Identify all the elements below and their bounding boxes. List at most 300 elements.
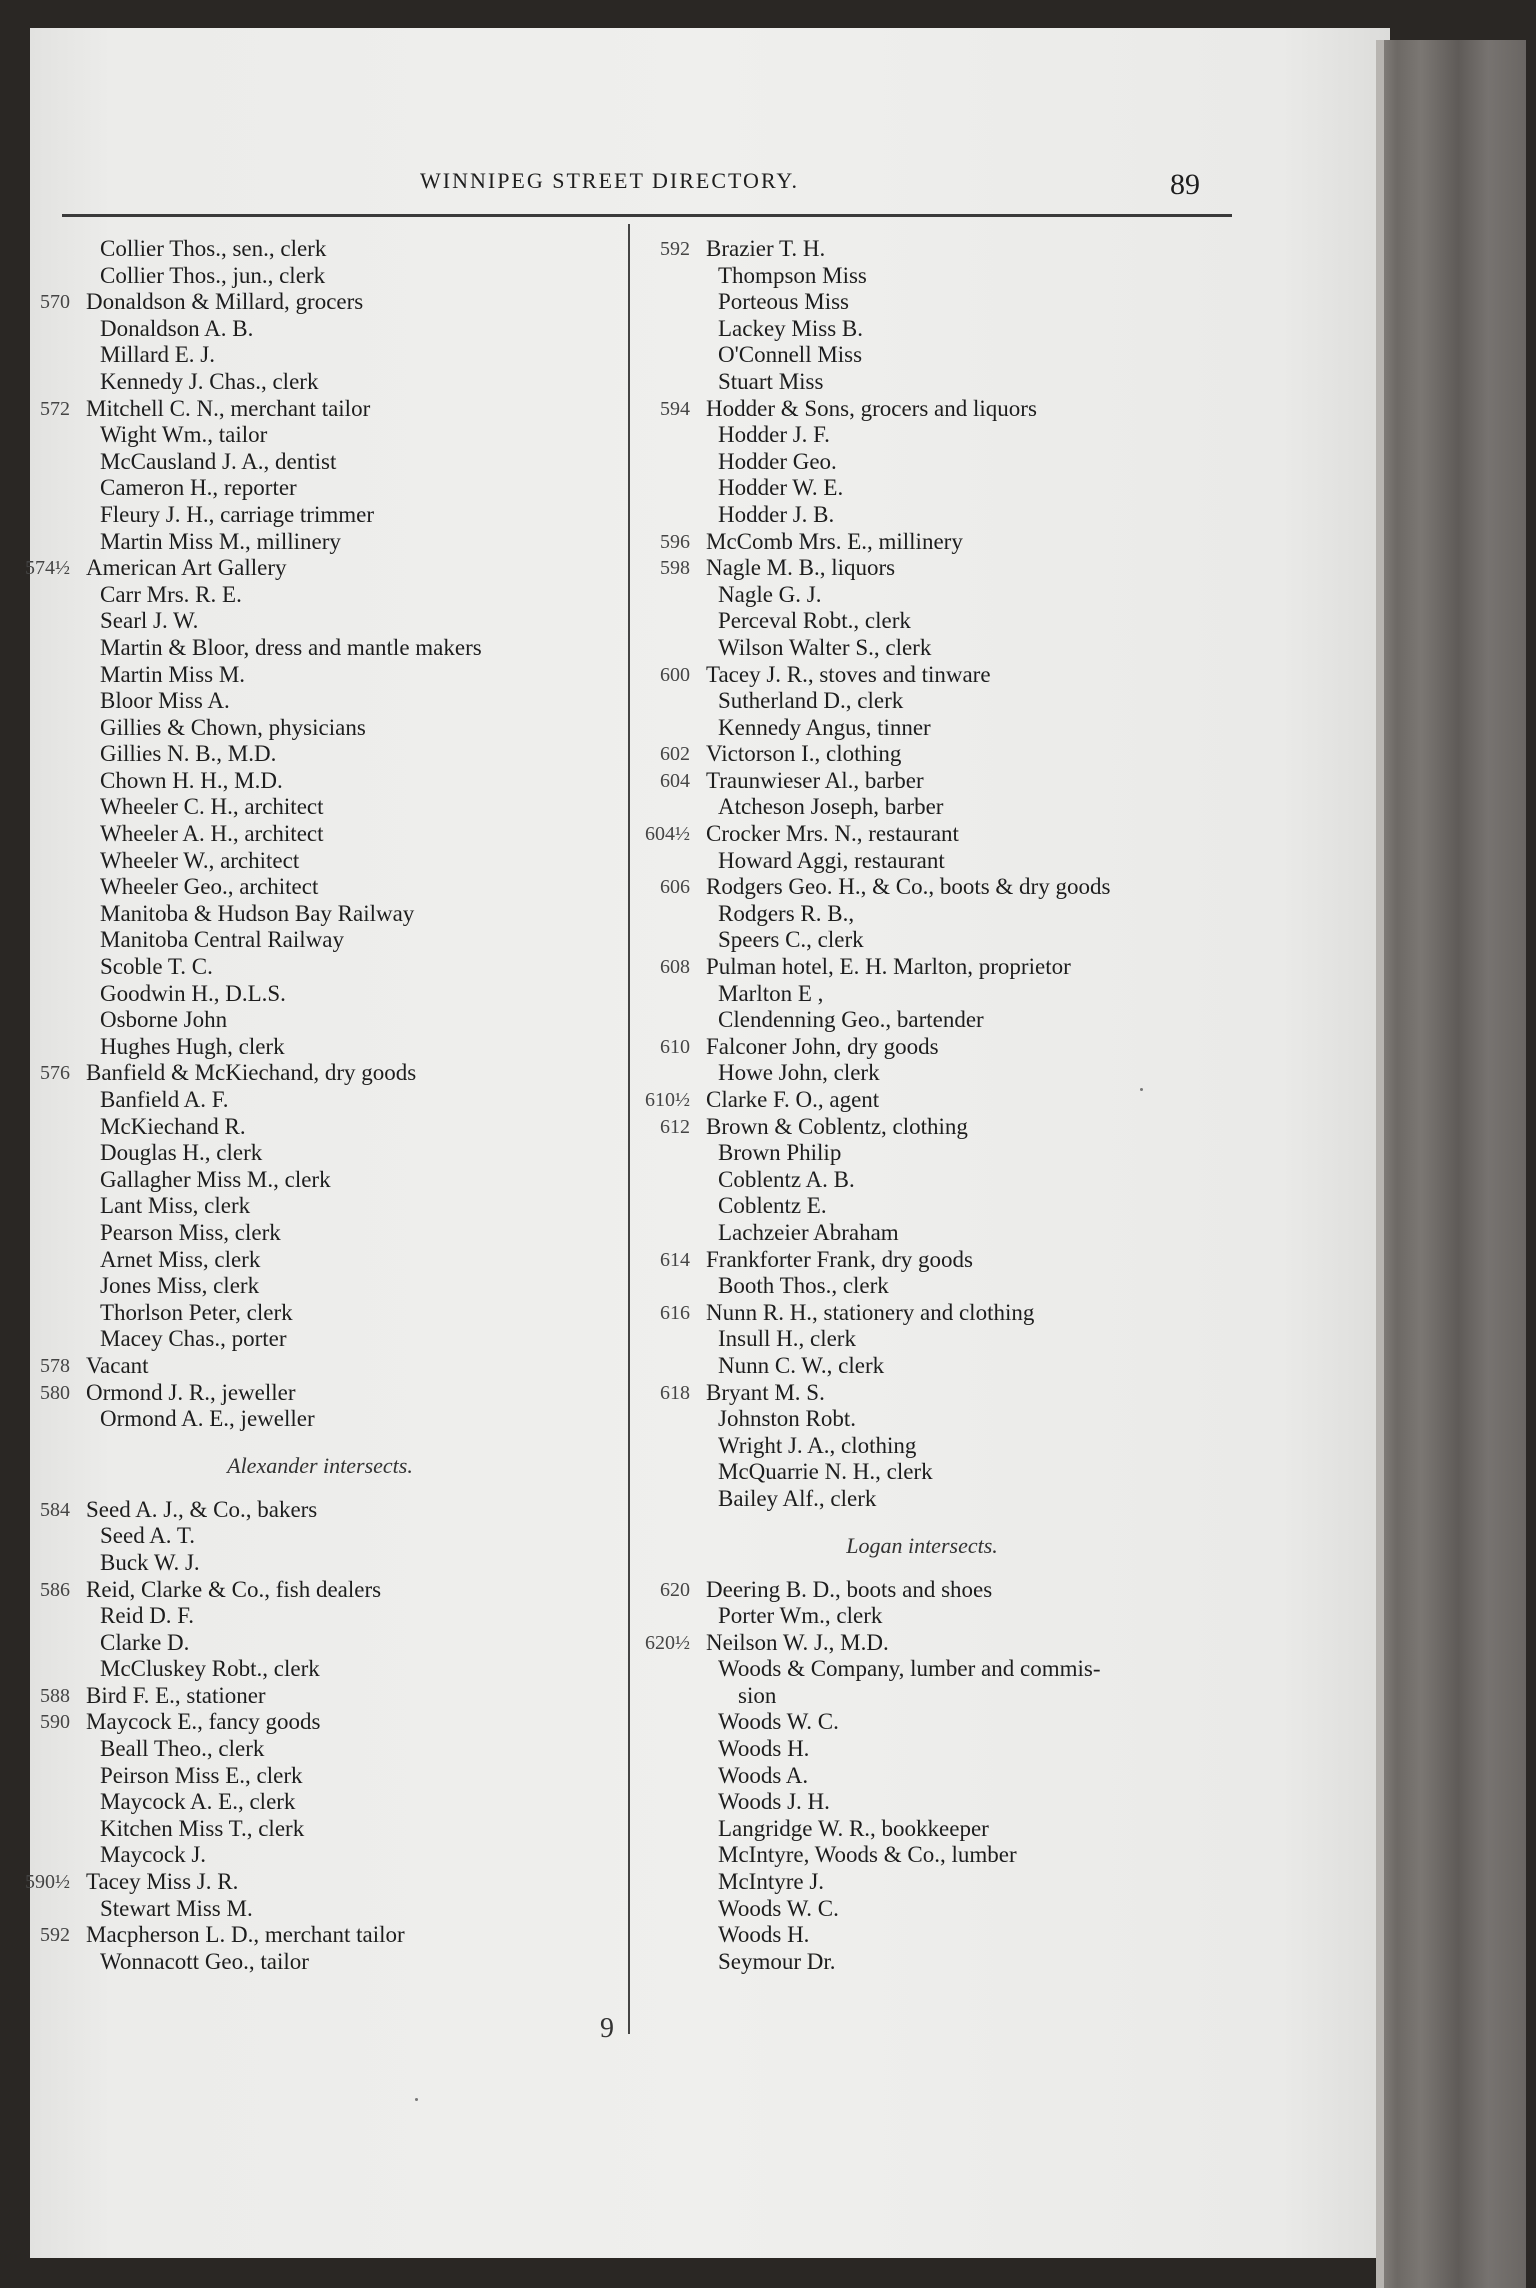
- entry-text: Kitchen Miss T., clerk: [100, 1815, 305, 1841]
- entry-text: Booth Thos., clerk: [718, 1273, 889, 1299]
- street-number: 620: [660, 1578, 690, 1601]
- street-number: 602: [660, 743, 690, 766]
- directory-entry: [632, 1087, 1212, 1114]
- directory-entry: [30, 1656, 610, 1683]
- entry-text: Traunwieser Al., barber: [706, 767, 924, 793]
- directory-entry: [632, 794, 1212, 821]
- entry-text: Gillies N. B., M.D.: [100, 741, 277, 767]
- entry-text: Wheeler Geo., architect: [100, 874, 319, 900]
- directory-entry: [30, 1842, 610, 1869]
- entry-text: Frankforter Frank, dry goods: [706, 1246, 974, 1272]
- entry-text: Wheeler C. H., architect: [100, 794, 324, 820]
- directory-entry: [30, 1140, 610, 1167]
- directory-entry: [632, 1114, 1212, 1141]
- entry-text: Jones Miss, clerk: [100, 1273, 260, 1299]
- directory-entry: [30, 1497, 610, 1524]
- street-number: 590: [40, 1711, 70, 1734]
- entry-text: McKiechand R.: [100, 1113, 246, 1139]
- entry-text: Vacant: [86, 1352, 149, 1378]
- running-head: WINNIPEG STREET DIRECTORY.: [420, 168, 799, 193]
- street-number: 620½: [645, 1631, 690, 1654]
- directory-entry: [30, 1683, 610, 1710]
- entry-text: Donaldson A. B.: [100, 315, 254, 341]
- entry-text: Clarke F. O., agent: [706, 1087, 880, 1112]
- entry-text: Cameron H., reporter: [100, 475, 297, 501]
- directory-entry: [632, 901, 1212, 928]
- entry-text: Donaldson & Millard, grocers: [86, 289, 364, 315]
- directory-entry: [25, 1869, 610, 1896]
- street-number: 594: [660, 397, 690, 420]
- entry-text: Wonnacott Geo., tailor: [100, 1948, 309, 1974]
- entry-text: Woods W. C.: [718, 1709, 839, 1735]
- column-divider: [628, 224, 630, 2034]
- directory-entry: [632, 1683, 1212, 1710]
- directory-entry: [30, 1353, 610, 1380]
- directory-entry: [30, 1816, 610, 1843]
- entry-text: Goodwin H., D.L.S.: [100, 980, 286, 1006]
- street-number: 592: [40, 1924, 70, 1947]
- entry-text: Reid, Clarke & Co., fish dealers: [86, 1576, 382, 1602]
- directory-entry: [632, 1896, 1212, 1923]
- entry-text: Rodgers R. B.,: [718, 900, 855, 926]
- directory-entry: [30, 608, 610, 635]
- left-column: [25, 236, 610, 1975]
- directory-entry: [30, 582, 610, 609]
- entry-text: Millard E. J.: [100, 342, 215, 368]
- street-number: 596: [660, 530, 690, 553]
- directory-entry: [30, 1220, 610, 1247]
- directory-entry: [632, 608, 1212, 635]
- directory-entry: [632, 422, 1212, 449]
- entry-text: Lackey Miss B.: [718, 315, 864, 341]
- directory-entry: [632, 1922, 1212, 1949]
- entry-text: Clarke D.: [100, 1629, 190, 1655]
- directory-entry: [632, 821, 1212, 848]
- directory-entry: [30, 1406, 610, 1433]
- directory-entry: [30, 1300, 610, 1327]
- directory-entry: [632, 236, 1212, 263]
- street-number: 578: [40, 1354, 70, 1377]
- entry-text: Coblentz A. B.: [718, 1166, 855, 1192]
- directory-entry: [632, 927, 1212, 954]
- entry-text: Ormond J. R., jeweller: [86, 1379, 296, 1405]
- entry-text: Rodgers Geo. H., & Co., boots & dry goods: [706, 874, 1111, 900]
- entry-text: Pearson Miss, clerk: [100, 1219, 281, 1245]
- cross-street-heading: Alexander intersects.: [227, 1452, 413, 1478]
- entry-text: Atcheson Joseph, barber: [718, 794, 944, 820]
- directory-entry: [632, 1630, 1212, 1657]
- street-number: 604: [660, 769, 690, 792]
- entry-text: Bloor Miss A.: [100, 688, 230, 714]
- paper-speck: [1140, 1088, 1143, 1091]
- entry-text: Howard Aggi, restaurant: [718, 847, 945, 873]
- entry-text: Woods H.: [718, 1922, 810, 1948]
- entry-text: American Art Gallery: [86, 555, 287, 581]
- entry-text: Chown H. H., M.D.: [100, 767, 283, 793]
- entry-text: Brazier T. H.: [706, 236, 826, 261]
- entry-text: Woods A.: [718, 1762, 809, 1788]
- directory-entry: [632, 1167, 1212, 1194]
- spacer: [632, 1513, 1212, 1525]
- entry-text: Perceval Robt., clerk: [718, 608, 911, 634]
- directory-entry: [632, 874, 1212, 901]
- entry-text: Bryant M. S.: [706, 1379, 825, 1405]
- street-number: 616: [660, 1301, 690, 1324]
- directory-entry: [632, 1869, 1212, 1896]
- entry-text: Falconer John, dry goods: [706, 1033, 939, 1059]
- directory-entry: [30, 1167, 610, 1194]
- directory-entry: [632, 555, 1212, 582]
- directory-entry: [632, 635, 1212, 662]
- entry-text: Kennedy J. Chas., clerk: [100, 368, 319, 394]
- directory-entry: [632, 848, 1212, 875]
- directory-entry: [632, 342, 1212, 369]
- directory-entry: [30, 1007, 610, 1034]
- street-number: 590½: [25, 1871, 70, 1894]
- directory-entry: [30, 1523, 610, 1550]
- paper-speck: [415, 2098, 418, 2101]
- street-number: 584: [40, 1498, 70, 1521]
- directory-entry: [30, 1736, 610, 1763]
- directory-entry: [30, 422, 610, 449]
- entry-text: Lachzeier Abraham: [718, 1219, 899, 1245]
- entry-text: Arnet Miss, clerk: [100, 1246, 261, 1272]
- directory-entry: [30, 1709, 610, 1736]
- directory-entry: [632, 768, 1212, 795]
- directory-entry: [632, 289, 1212, 316]
- street-number: 604½: [645, 823, 690, 846]
- directory-entry: [30, 1896, 610, 1923]
- directory-entry: [632, 529, 1212, 556]
- entry-text: Martin Miss M.: [100, 661, 246, 687]
- directory-entry: [30, 236, 610, 263]
- directory-entry: [632, 1736, 1212, 1763]
- entry-text: Nagle G. J.: [718, 581, 822, 607]
- directory-entry: [632, 449, 1212, 476]
- entry-text: Martin & Bloor, dress and mantle makers: [100, 634, 482, 660]
- entry-text: Clendenning Geo., bartender: [718, 1007, 984, 1033]
- book-spine-edge: [1376, 40, 1526, 2288]
- entry-text: Seed A. J., & Co., bakers: [86, 1496, 318, 1522]
- entry-text: Banfield A. F.: [100, 1087, 229, 1112]
- entry-text: Manitoba Central Railway: [100, 927, 344, 953]
- entry-text: Seymour Dr.: [718, 1948, 836, 1974]
- entry-text: Nunn C. W., clerk: [718, 1352, 885, 1378]
- entry-text: Woods J. H.: [718, 1789, 830, 1815]
- directory-entry: [632, 1034, 1212, 1061]
- entry-text: Woods & Company, lumber and commis-: [718, 1656, 1101, 1682]
- signature-mark: 9: [600, 2013, 614, 2044]
- directory-entry: [632, 369, 1212, 396]
- directory-entry: [632, 502, 1212, 529]
- directory-entry: [30, 1603, 610, 1630]
- entry-text: Porteous Miss: [718, 289, 849, 315]
- street-number: 586: [40, 1578, 70, 1601]
- directory-entry: [632, 316, 1212, 343]
- street-number: 570: [40, 291, 70, 314]
- entry-text: Bird F. E., stationer: [86, 1682, 266, 1708]
- directory-entry: [30, 1789, 610, 1816]
- entry-text: Wheeler W., architect: [100, 847, 300, 873]
- entry-text: Peirson Miss E., clerk: [100, 1762, 303, 1788]
- entry-text: Tacey J. R., stoves and tinware: [706, 661, 991, 687]
- entry-text: Beall Theo., clerk: [100, 1736, 265, 1762]
- entry-text: Woods H.: [718, 1736, 810, 1762]
- entry-text: McQuarrie N. H., clerk: [718, 1459, 933, 1485]
- directory-entry: [30, 927, 610, 954]
- entry-text: Hodder J. F.: [718, 422, 830, 448]
- entry-text: Speers C., clerk: [718, 927, 864, 953]
- entry-text: Buck W. J.: [100, 1549, 200, 1575]
- entry-text: Stuart Miss: [718, 368, 824, 394]
- directory-entry: [632, 1193, 1212, 1220]
- street-number: 618: [660, 1381, 690, 1404]
- directory-entry: [632, 741, 1212, 768]
- page-number: 89: [1170, 168, 1200, 201]
- entry-text: Collier Thos., jun., clerk: [100, 262, 326, 288]
- directory-entry: [30, 1247, 610, 1274]
- entry-text: Lant Miss, clerk: [100, 1193, 251, 1219]
- street-number: 600: [660, 663, 690, 686]
- directory-entry: [30, 1114, 610, 1141]
- directory-entry: [30, 1949, 610, 1976]
- directory-entry: [30, 662, 610, 689]
- directory-entry: [25, 555, 610, 582]
- directory-entry: [30, 981, 610, 1008]
- directory-entry: [30, 1763, 610, 1790]
- entry-text: Porter Wm., clerk: [718, 1603, 883, 1629]
- directory-entry: [632, 1486, 1212, 1513]
- entry-text: Stewart Miss M.: [100, 1895, 253, 1921]
- spacer: [30, 1485, 610, 1497]
- entry-text: Victorson I., clothing: [706, 741, 902, 767]
- street-number: 598: [660, 557, 690, 580]
- street-number: 612: [660, 1115, 690, 1138]
- directory-entry: [632, 1007, 1212, 1034]
- entry-text: Maycock E., fancy goods: [86, 1709, 321, 1735]
- entry-text: McCluskey Robt., clerk: [100, 1656, 320, 1682]
- street-number: 610: [660, 1035, 690, 1058]
- entry-text: Carr Mrs. R. E.: [100, 581, 242, 607]
- entry-text: Seed A. T.: [100, 1523, 195, 1549]
- street-number: 614: [660, 1248, 690, 1271]
- spacer: [30, 1433, 610, 1445]
- right-column: [632, 236, 1212, 1975]
- directory-entry: [30, 1577, 610, 1604]
- directory-entry: [632, 1220, 1212, 1247]
- directory-entry: [30, 688, 610, 715]
- directory-entry: [30, 316, 610, 343]
- directory-entry: [30, 821, 610, 848]
- directory-entry: [632, 1326, 1212, 1353]
- directory-entry: [632, 1842, 1212, 1869]
- directory-entry: [30, 901, 610, 928]
- directory-entry: [30, 369, 610, 396]
- entry-text: Douglas H., clerk: [100, 1140, 263, 1166]
- directory-entry: [632, 1459, 1212, 1486]
- entry-text: Maycock J.: [100, 1842, 207, 1868]
- entry-text: Woods W. C.: [718, 1895, 839, 1921]
- directory-entry: [632, 582, 1212, 609]
- directory-entry: [30, 475, 610, 502]
- street-number: 580: [40, 1381, 70, 1404]
- directory-entry: [30, 342, 610, 369]
- entry-text: sion: [738, 1682, 777, 1708]
- entry-text: McIntyre, Woods & Co., lumber: [718, 1842, 1017, 1868]
- directory-entry: [632, 1273, 1212, 1300]
- entry-text: Deering B. D., boots and shoes: [706, 1576, 993, 1602]
- directory-entry: [30, 1550, 610, 1577]
- entry-text: Pulman hotel, E. H. Marlton, proprietor: [706, 954, 1071, 980]
- street-number: 588: [40, 1684, 70, 1707]
- directory-entry: [30, 635, 610, 662]
- directory-entry: [632, 396, 1212, 423]
- directory-entry: [632, 1656, 1212, 1683]
- directory-entry: [30, 1034, 610, 1061]
- entry-text: Martin Miss M., millinery: [100, 528, 341, 554]
- directory-entry: [632, 1247, 1212, 1274]
- entry-text: Hughes Hugh, clerk: [100, 1033, 285, 1059]
- directory-entry: [632, 1380, 1212, 1407]
- entry-text: Hodder W. E.: [718, 475, 844, 501]
- entry-text: Maycock A. E., clerk: [100, 1789, 296, 1815]
- entry-text: Hodder & Sons, grocers and liquors: [706, 395, 1037, 421]
- entry-text: Scoble T. C.: [100, 954, 213, 980]
- directory-entry: [632, 1300, 1212, 1327]
- directory-entry: [632, 475, 1212, 502]
- directory-entry: [632, 688, 1212, 715]
- entry-text: Kennedy Angus, tinner: [718, 714, 931, 740]
- street-number: 608: [660, 956, 690, 979]
- street-number: 572: [40, 397, 70, 420]
- directory-entry: [632, 981, 1212, 1008]
- page-header: [30, 28, 1390, 228]
- entry-text: Coblentz E.: [718, 1193, 827, 1219]
- entry-text: Wilson Walter S., clerk: [718, 634, 932, 660]
- page-edge: [1376, 40, 1384, 2288]
- directory-entry: [632, 954, 1212, 981]
- entry-text: Sutherland D., clerk: [718, 688, 904, 714]
- directory-entry: [30, 1326, 610, 1353]
- directory-entry: [30, 263, 610, 290]
- cross-street-heading: Logan intersects.: [846, 1532, 998, 1558]
- directory-entry: [632, 1603, 1212, 1630]
- entry-text: Mitchell C. N., merchant tailor: [86, 395, 371, 421]
- directory-entry: [30, 529, 610, 556]
- entry-text: Thorlson Peter, clerk: [100, 1299, 293, 1325]
- entry-text: Tacey Miss J. R.: [86, 1869, 239, 1895]
- entry-text: Macey Chas., porter: [100, 1326, 287, 1352]
- street-number: 610½: [645, 1089, 690, 1111]
- entry-text: Neilson W. J., M.D.: [706, 1629, 889, 1655]
- header-rule: [62, 214, 1232, 217]
- entry-text: McIntyre J.: [718, 1869, 825, 1895]
- directory-entry: [632, 1140, 1212, 1167]
- entry-text: Hodder J. B.: [718, 501, 835, 527]
- entry-text: Gillies & Chown, physicians: [100, 714, 366, 740]
- directory-entry: [632, 662, 1212, 689]
- spacer: [632, 1565, 1212, 1577]
- entry-text: Collier Thos., sen., clerk: [100, 236, 327, 261]
- directory-entry: [30, 954, 610, 981]
- directory-page: [25, 28, 1390, 2258]
- directory-entry: [30, 289, 610, 316]
- entry-text: Brown & Coblentz, clothing: [706, 1113, 968, 1139]
- street-number: 592: [660, 238, 690, 260]
- entry-text: Wright J. A., clothing: [718, 1432, 917, 1458]
- entry-text: Osborne John: [100, 1007, 228, 1033]
- directory-entry: [30, 1193, 610, 1220]
- entry-text: Nagle M. B., liquors: [706, 555, 896, 581]
- directory-entry: [30, 1380, 610, 1407]
- directory-entry: [30, 1273, 610, 1300]
- directory-entry: [30, 396, 610, 423]
- entry-text: Langridge W. R., bookkeeper: [718, 1815, 989, 1841]
- directory-entry: [632, 1763, 1212, 1790]
- entry-text: Insull H., clerk: [718, 1326, 856, 1352]
- directory-entry: [632, 1949, 1212, 1976]
- directory-entry: [30, 1630, 610, 1657]
- entry-text: Gallagher Miss M., clerk: [100, 1166, 331, 1192]
- directory-entry: [632, 263, 1212, 290]
- directory-entry: [30, 1060, 610, 1087]
- entry-text: McCausland J. A., dentist: [100, 448, 337, 474]
- entry-text: Wheeler A. H., architect: [100, 821, 324, 847]
- street-number: 606: [660, 876, 690, 899]
- directory-entry: [30, 715, 610, 742]
- entry-text: Banfield & McKiechand, dry goods: [86, 1060, 417, 1086]
- street-number: 574½: [25, 557, 70, 580]
- directory-entry: [30, 1922, 610, 1949]
- entry-text: Searl J. W.: [100, 608, 199, 634]
- directory-entry: [30, 1087, 610, 1114]
- entry-text: Nunn R. H., stationery and clothing: [706, 1299, 1035, 1325]
- directory-entry: [632, 1406, 1212, 1433]
- entry-text: Marlton E ,: [718, 980, 824, 1006]
- directory-entry: [30, 741, 610, 768]
- directory-entry: [30, 449, 610, 476]
- entry-text: Hodder Geo.: [718, 448, 837, 474]
- entry-text: McComb Mrs. E., millinery: [706, 528, 963, 554]
- entry-text: O'Connell Miss: [718, 342, 863, 368]
- entry-text: Bailey Alf., clerk: [718, 1485, 877, 1511]
- directory-entry: [632, 715, 1212, 742]
- entry-text: Macpherson L. D., merchant tailor: [86, 1922, 405, 1948]
- entry-text: Fleury J. H., carriage trimmer: [100, 501, 374, 527]
- entry-text: Reid D. F.: [100, 1603, 194, 1629]
- entry-text: Ormond A. E., jeweller: [100, 1406, 315, 1432]
- directory-entry: [632, 1789, 1212, 1816]
- directory-entry: [30, 768, 610, 795]
- directory-entry: [30, 794, 610, 821]
- entry-text: Crocker Mrs. N., restaurant: [706, 821, 959, 847]
- directory-entry: [632, 1060, 1212, 1087]
- directory-entry: [632, 1577, 1212, 1604]
- directory-entry: [30, 874, 610, 901]
- directory-entry: [30, 848, 610, 875]
- directory-entry: [632, 1709, 1212, 1736]
- entry-text: Manitoba & Hudson Bay Railway: [100, 900, 415, 926]
- entry-text: Howe John, clerk: [718, 1060, 880, 1086]
- street-number: 576: [40, 1062, 70, 1085]
- entry-text: Brown Philip: [718, 1140, 842, 1166]
- entry-text: Wight Wm., tailor: [100, 422, 268, 448]
- directory-entry: [632, 1816, 1212, 1843]
- directory-entry: [632, 1433, 1212, 1460]
- directory-entry: [30, 502, 610, 529]
- entry-text: Thompson Miss: [718, 262, 867, 288]
- directory-entry: [632, 1353, 1212, 1380]
